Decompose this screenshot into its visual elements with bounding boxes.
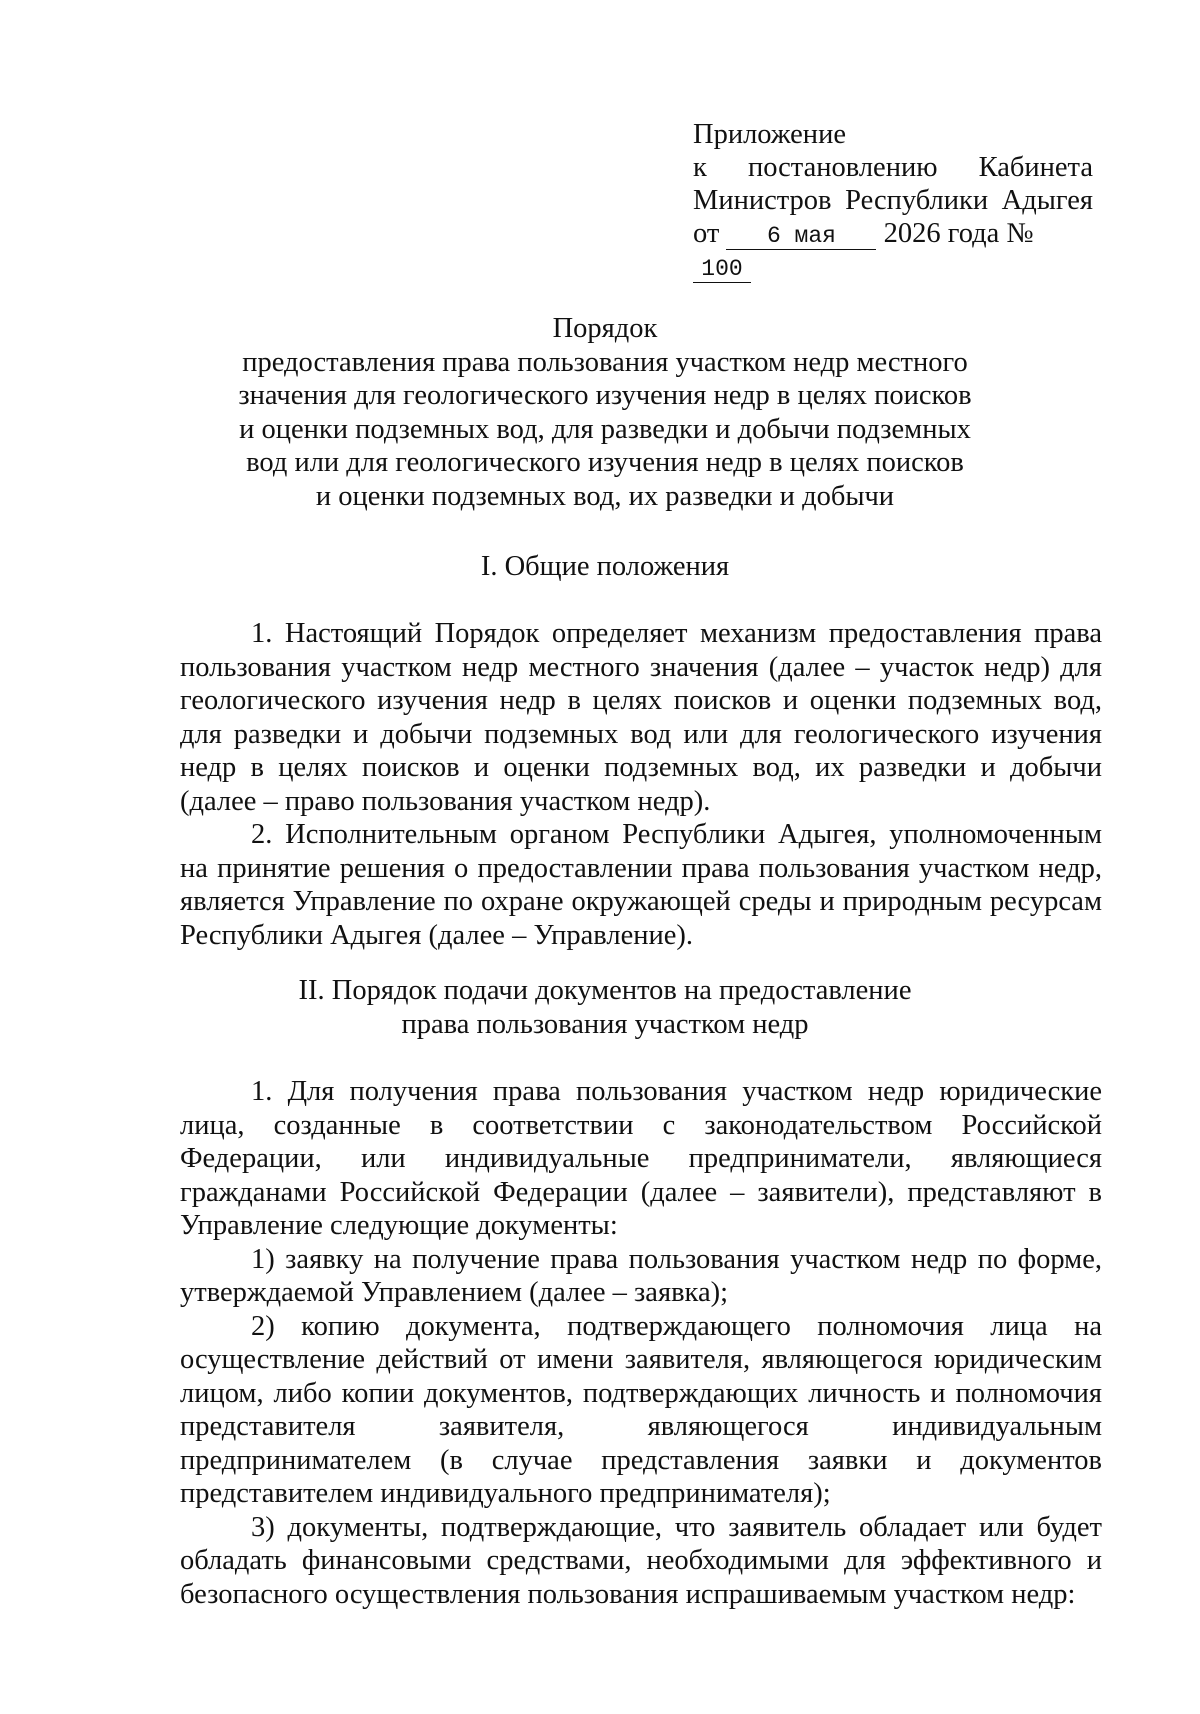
section-1-body <box>180 617 1102 952</box>
appendix-date-line <box>693 217 1093 283</box>
paragraph: 1. Для получения права пользования участком недр юридические лица, созданные в соответствии с законодательством Российской Федерации, или индивидуальные предприниматели, являющиеся гражданами Российской Федерации (далее – заявители), представляют в Управление следующие документы: <box>180 1076 1102 1241</box>
appendix-title: Приложение <box>693 119 846 150</box>
appendix-cabinet-line: Министров Республики Адыгея <box>693 185 1093 216</box>
title-line: и оценки подземных вод, для разведки и добычи подземных <box>239 413 971 445</box>
title-line: значения для геологического изучения недр в целях поисков <box>238 380 972 411</box>
title-heading: Порядок <box>552 313 658 344</box>
paragraph: 2) копию документа, подтверждающего полномочия лица на осуществление действий от имени заявителя, являющегося юридическим лицом, либо копии документов, подтверждающих личность и полномочия представителя заявителя, являющегося индивидуальным предпринимателем (в случае представления заявки и документов представителем индивидуального предпринимателя); <box>180 1310 1102 1509</box>
appendix-block <box>693 118 1093 283</box>
date-prefix: от <box>693 218 720 249</box>
section-2-heading-line: II. Порядок подачи документов на предоставление <box>298 975 912 1006</box>
section-2-body <box>180 1075 1102 1611</box>
paragraph: 1) заявку на получение права пользования участком недр по форме, утверждаемой Управлением (далее – заявка); <box>180 1243 1102 1308</box>
appendix-resolution-line: к постановлению Кабинета <box>693 152 1093 183</box>
title-line: вод или для геологического изучения недр в целях поисков <box>246 447 964 478</box>
paragraph: 1. Настоящий Порядок определяет механизм предоставления права пользования участком недр местного значения (далее – участок недр) для геологического изучения недр в целях поисков и оценки подземных вод, для разведки и добычи подземных вод или для геологического изучения недр в целях поисков и оценки подземных вод, их разведки и добычи (далее – право пользования участком недр). <box>180 618 1102 817</box>
date-field: 6 мая <box>726 223 876 250</box>
title-line: предоставления права пользования участком недр местного <box>242 346 968 378</box>
section-1-heading: I. Общие положения <box>480 551 730 582</box>
title-line: и оценки подземных вод, их разведки и добычи <box>315 480 895 512</box>
section-2-heading-line: права пользования участком недр <box>401 1008 809 1040</box>
section-2-heading <box>180 974 1030 1041</box>
year-number-label: 2026 года № <box>883 218 1034 249</box>
paragraph: 3) документы, подтверждающие, что заявитель обладает или будет обладать финансовыми средствами, необходимыми для эффективного и безопасного осуществления пользования испрашиваемым участком недр: <box>180 1511 1102 1610</box>
number-field: 100 <box>693 256 751 283</box>
paragraph: 2. Исполнительным органом Республики Адыгея, уполномоченным на принятие решения о предоставлении права пользования участком недр, является Управление по охране окружающей среды и природным ресурсам Республики Адыгея (далее – Управление). <box>180 819 1102 951</box>
document-title <box>180 312 1030 513</box>
